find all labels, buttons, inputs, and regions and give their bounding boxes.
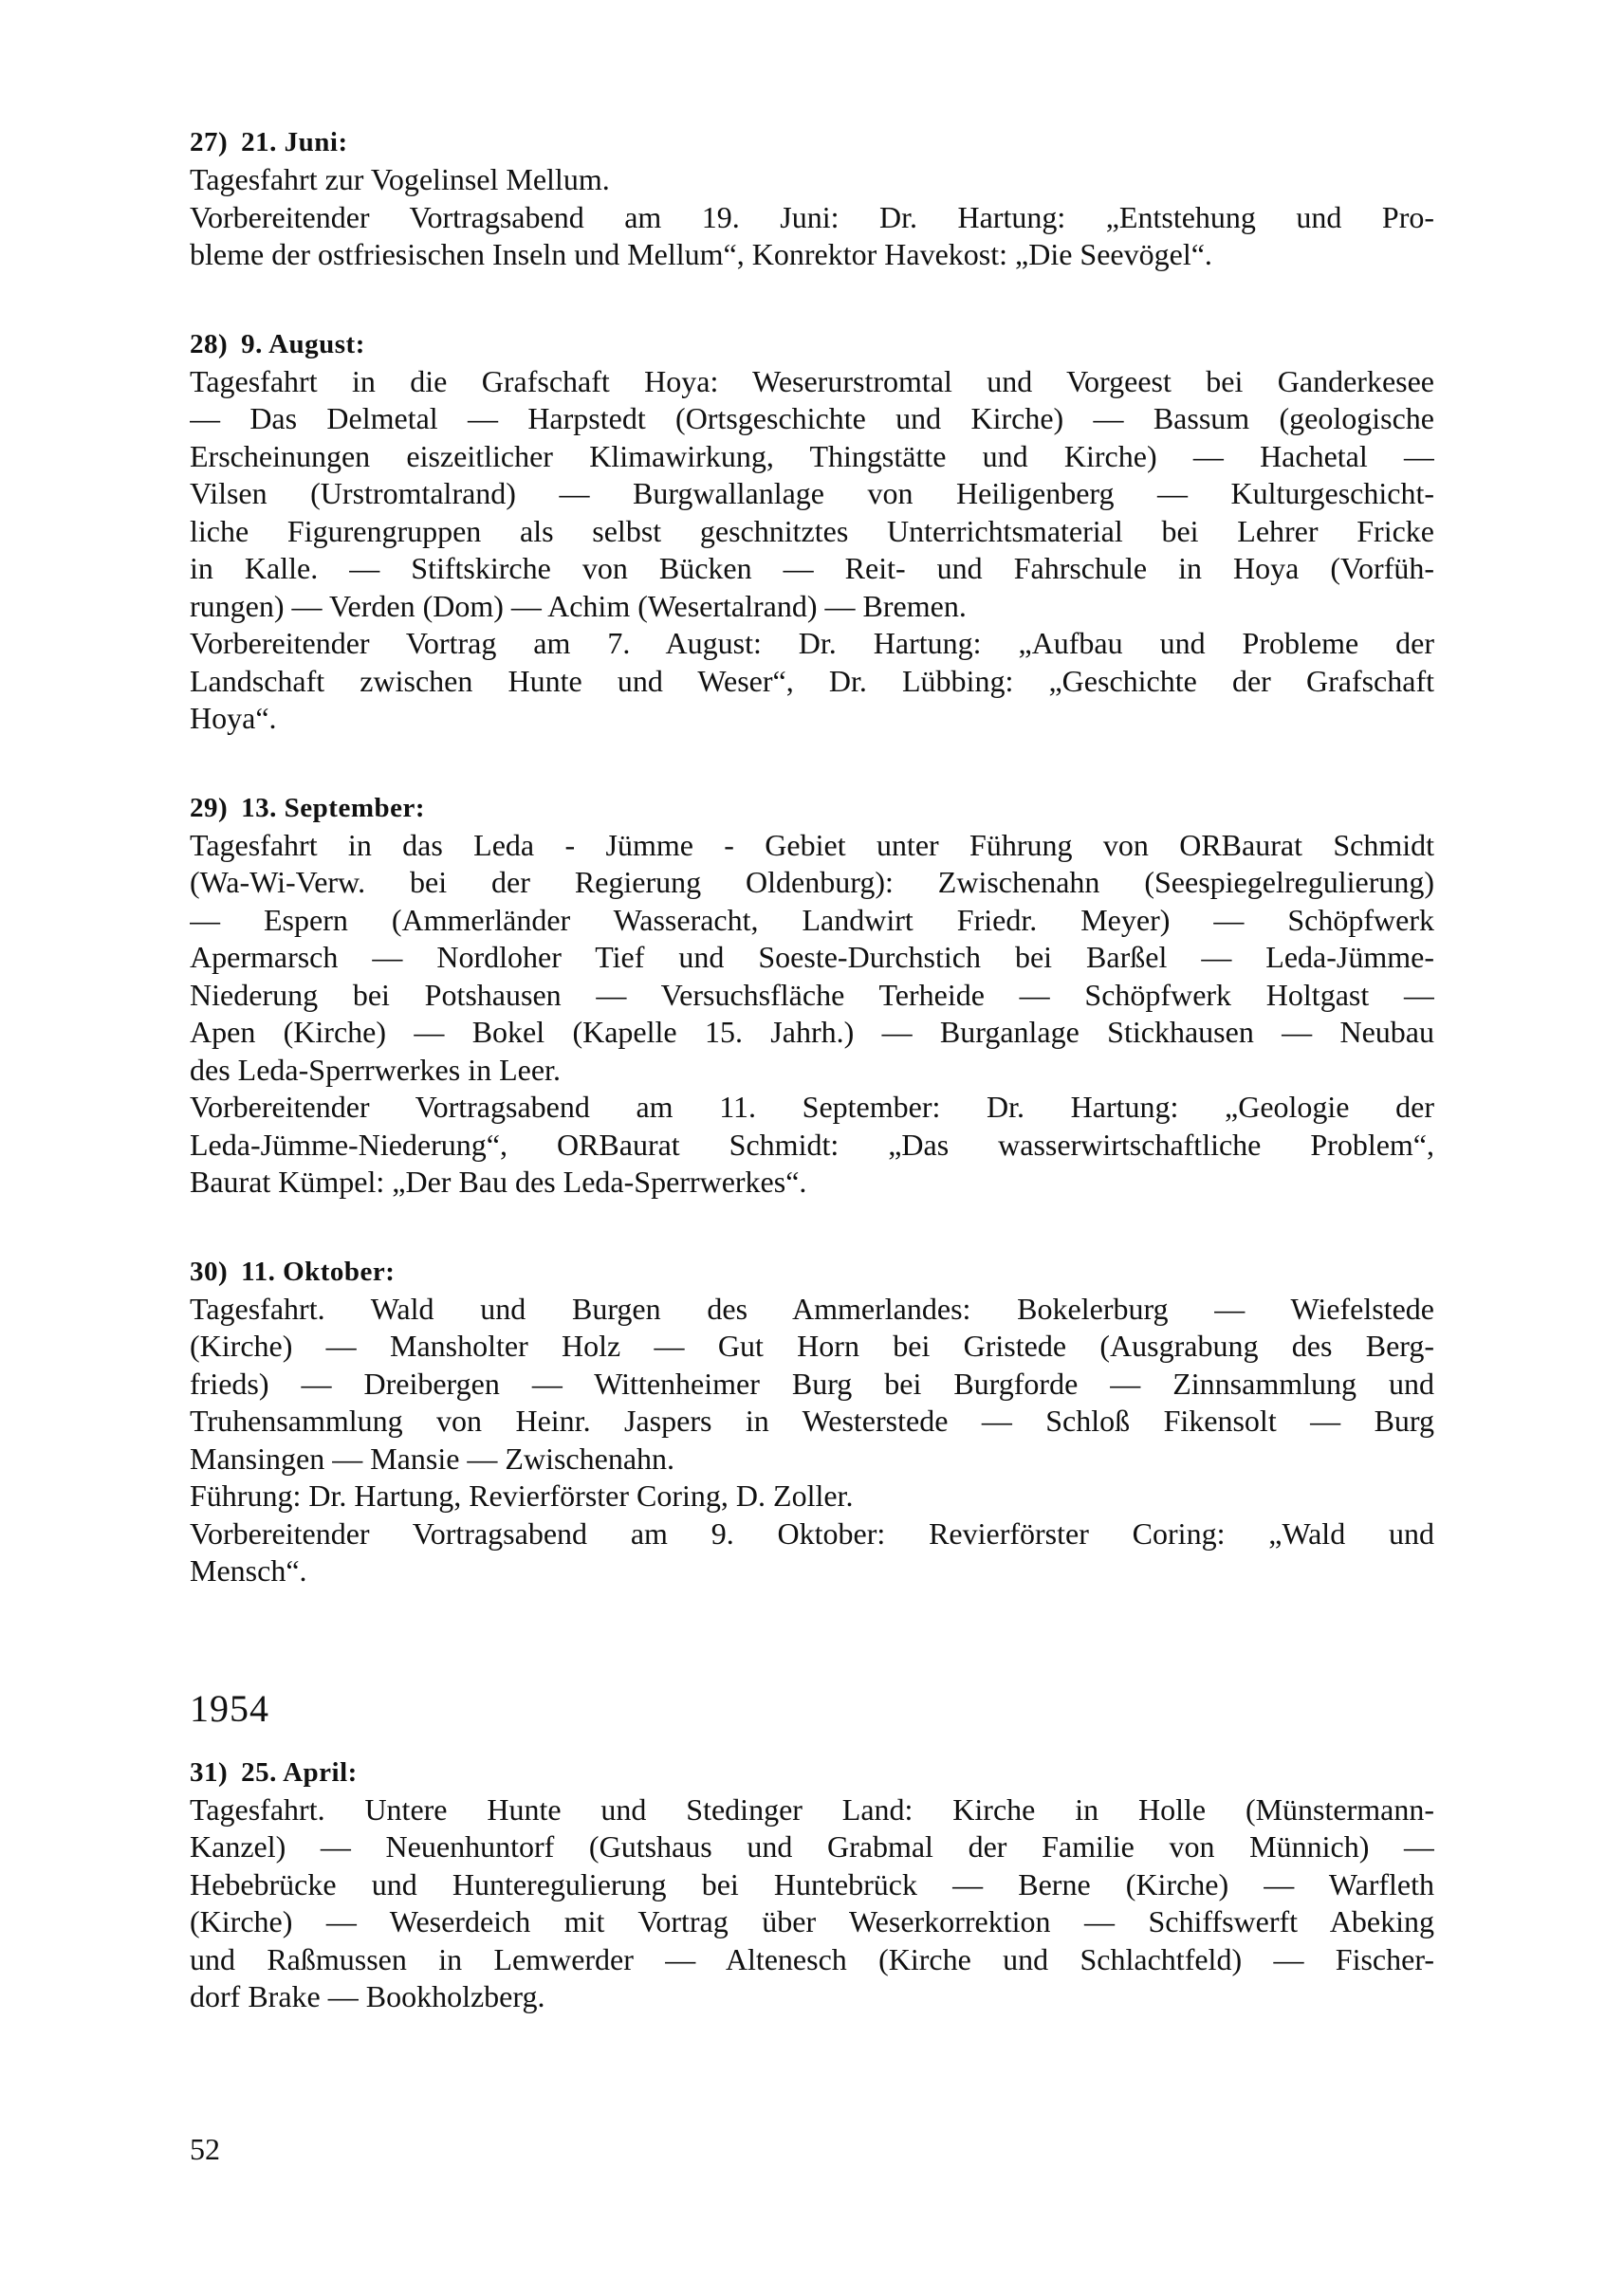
text-line: — Espern (Ammerländer Wasseracht, Landwirt Friedr. Meyer) — Schöpfwerk [190, 902, 1434, 937]
text-line: Niederung bei Potshausen — Versuchsfläche Terheide — Schöpfwerk Holtgast — [190, 977, 1434, 1012]
text-line: Vilsen (Urstromtalrand) — Burgwallanlage von Heiligenberg — Kulturgeschicht- [190, 476, 1434, 510]
text-line: Erscheinungen eiszeitlicher Klimawirkung, Thingstätte und Kirche) — Hachetal — [190, 438, 1434, 473]
text-line: Führung: Dr. Hartung, Revierförster Coring, D. Zoller. [190, 1479, 854, 1513]
text-line: — Das Delmetal — Harpstedt (Ortsgeschichte und Kirche) — Bassum (geologische [190, 401, 1434, 435]
text-line: in Kalle. — Stiftskirche von Bücken — Reit- und Fahrschule in Hoya (Vorfüh- [190, 551, 1434, 585]
text-line: Tagesfahrt. Wald und Burgen des Ammerlandes: Bokelerburg — Wiefelstede [190, 1291, 1434, 1326]
text-line: und Raßmussen in Lemwerder — Altenesch (Kirche und Schlachtfeld) — Fischer- [190, 1941, 1434, 1976]
entry-heading [190, 1253, 1434, 1291]
entry-heading [190, 123, 1434, 161]
text-line: Kanzel) — Neuenhuntorf (Gutshaus und Grabmal der Familie von Münnich) — [190, 1829, 1434, 1864]
entry-number: 29) [190, 792, 229, 823]
text-line: Vorbereitender Vortragsabend am 9. Oktober: Revierförster Coring: „Wald und [190, 1515, 1434, 1551]
text-line: Truhensammlung von Heinr. Jaspers in Westerstede — Schloß Fikensolt — Burg [190, 1404, 1434, 1438]
entry-31 [190, 1754, 1434, 2016]
text-line: Hoya“. [190, 701, 277, 735]
entry-heading [190, 325, 1434, 363]
text-line: Mensch“. [190, 1553, 307, 1588]
text-line: (Wa-Wi-Verw. bei der Regierung Oldenburg): Zwischenahn (Seespiegelregulierung) [190, 865, 1434, 899]
text-line: (Kirche) — Weserdeich mit Vortrag über Weserkorrektion — Schiffswerft Abeking [190, 1904, 1434, 1938]
text-line: des Leda-Sperrwerkes in Leer. [190, 1052, 561, 1087]
text-line: bleme der ostfriesischen Inseln und Mellum“, Konrektor Havekost: „Die Seevögel“. [190, 237, 1212, 271]
page-body [190, 123, 1434, 2016]
entry-date: 11. Oktober: [241, 1256, 396, 1287]
entry-number: 27) [190, 127, 229, 157]
entry-29 [190, 789, 1434, 1202]
text-line: Leda-Jümme-Niederung“, ORBaurat Schmidt: „Das wasserwirtschaftliche Problem“, [190, 1127, 1434, 1162]
entry-number: 31) [190, 1756, 229, 1788]
text-line: dorf Brake — Bookholzberg. [190, 1979, 545, 2013]
text-line: Vorbereitender Vortragsabend am 19. Juni: Dr. Hartung: „Entstehung und Pro- [190, 199, 1434, 234]
text-line: rungen) — Verden (Dom) — Achim (Wesertalrand) — Bremen. [190, 588, 967, 623]
text-line: (Kirche) — Mansholter Holz — Gut Horn bei Gristede (Ausgrabung des Berg- [190, 1329, 1434, 1363]
entry-heading [190, 1754, 1434, 1791]
page-number: 52 [190, 2132, 220, 2166]
entry-heading [190, 789, 1434, 827]
text-line: Apermarsch — Nordloher Tief und Soeste-Durchstich bei Barßel — Leda-Jümme- [190, 940, 1434, 974]
text-line: Tagesfahrt. Untere Hunte und Stedinger Land: Kirche in Holle (Münstermann- [190, 1791, 1434, 1827]
entry-30 [190, 1253, 1434, 1590]
text-line: liche Figurengruppen als selbst geschnitztes Unterrichtsmaterial bei Lehrer Fricke [190, 513, 1434, 548]
text-line: Tagesfahrt in die Grafschaft Hoya: Weserurstromtal und Vorgeest bei Ganderkesee [190, 363, 1434, 398]
text-line: Vorbereitender Vortragsabend am 11. September: Dr. Hartung: „Geologie der [190, 1090, 1434, 1124]
text-line: Vorbereitender Vortrag am 7. August: Dr. Hartung: „Aufbau und Probleme der [190, 626, 1434, 660]
entry-date: 9. August: [241, 328, 365, 359]
entry-date: 25. April: [241, 1756, 358, 1788]
text-line: Hebebrücke und Hunteregulierung bei Huntebrück — Berne (Kirche) — Warfleth [190, 1866, 1434, 1901]
year-heading: 1954 [190, 1686, 269, 1730]
entry-date: 13. September: [241, 792, 426, 823]
entry-27 [190, 123, 1434, 274]
entry-number: 28) [190, 328, 229, 359]
text-line: Landschaft zwischen Hunte und Weser“, Dr. Lübbing: „Geschichte der Grafschaft [190, 663, 1434, 698]
text-line: Tagesfahrt in das Leda - Jümme - Gebiet unter Führung von ORBaurat Schmidt [190, 827, 1434, 862]
entry-date: 21. Juni: [241, 127, 348, 157]
text-line: frieds) — Dreibergen — Wittenheimer Burg bei Burgforde — Zinnsammlung und [190, 1366, 1434, 1401]
entry-28 [190, 325, 1434, 738]
text-line: Tagesfahrt zur Vogelinsel Mellum. [190, 162, 610, 196]
entry-number: 30) [190, 1256, 229, 1287]
text-line: Baurat Kümpel: „Der Bau des Leda-Sperrwerkes“. [190, 1165, 807, 1199]
text-line: Apen (Kirche) — Bokel (Kapelle 15. Jahrh.) — Burganlage Stickhausen — Neubau [190, 1015, 1434, 1049]
text-line: Mansingen — Mansie — Zwischenahn. [190, 1441, 675, 1476]
